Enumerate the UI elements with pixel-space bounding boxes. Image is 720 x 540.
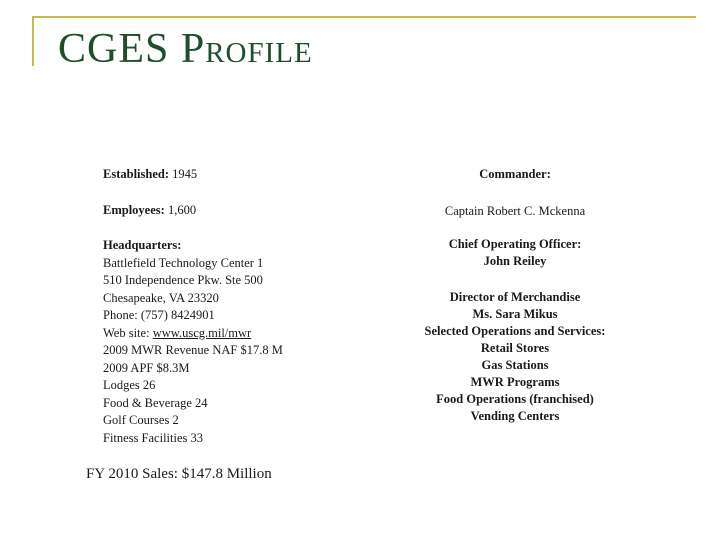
- commander-name: Captain Robert C. Mckenna: [444, 204, 586, 218]
- merchandise-director-label: Director of Merchandise: [449, 290, 581, 304]
- left-rule: [32, 16, 34, 66]
- established-row: [103, 166, 403, 184]
- hq-line: Chesapeake, VA 23320: [103, 290, 219, 305]
- operations-item: MWR Programs: [470, 375, 560, 389]
- employees-value: 1,600: [167, 202, 197, 217]
- operations-item: Gas Stations: [481, 358, 549, 372]
- profile-left-column: [103, 166, 403, 447]
- commander-label: Commander:: [479, 167, 551, 181]
- top-rule: [32, 16, 696, 18]
- headquarters-label: Headquarters:: [103, 238, 182, 252]
- hq-line: 510 Independence Pkw. Ste 500: [103, 273, 263, 287]
- operations-item: Food Operations (franchised): [436, 392, 594, 406]
- employees-row: [103, 202, 403, 220]
- coo-name: John Reiley: [483, 254, 547, 268]
- hq-line: Phone: (757) 8424901: [103, 308, 215, 322]
- stat-line: 2009 APF $8.3M: [103, 360, 190, 375]
- established-label: Established:: [103, 167, 169, 181]
- stat-line: 2009 MWR Revenue NAF $17.8 M: [103, 343, 283, 357]
- website-link[interactable]: www.uscg.mil/mwr: [152, 325, 252, 340]
- operations-label: Selected Operations and Services:: [424, 324, 606, 338]
- page-title: CGES Profile: [58, 26, 313, 72]
- merchandise-director-name: Ms. Sara Mikus: [472, 307, 558, 321]
- operations-item: Vending Centers: [470, 409, 560, 423]
- website-row: [103, 325, 403, 343]
- sales-summary: FY 2010 Sales: $147.8 Million: [86, 466, 272, 482]
- stat-line: Fitness Facilities 33: [103, 430, 203, 445]
- coo-label: Chief Operating Officer:: [448, 237, 582, 251]
- employees-label: Employees:: [103, 202, 165, 217]
- stat-line: Lodges 26: [103, 378, 156, 392]
- established-value: 1945: [172, 167, 198, 181]
- stat-line: Golf Courses 2: [103, 413, 179, 427]
- website-label: Web site:: [103, 325, 150, 340]
- profile-right-column: [410, 166, 620, 425]
- stat-line: Food & Beverage 24: [103, 395, 208, 410]
- operations-item: Retail Stores: [480, 341, 550, 355]
- hq-line: Battlefield Technology Center 1: [103, 255, 264, 270]
